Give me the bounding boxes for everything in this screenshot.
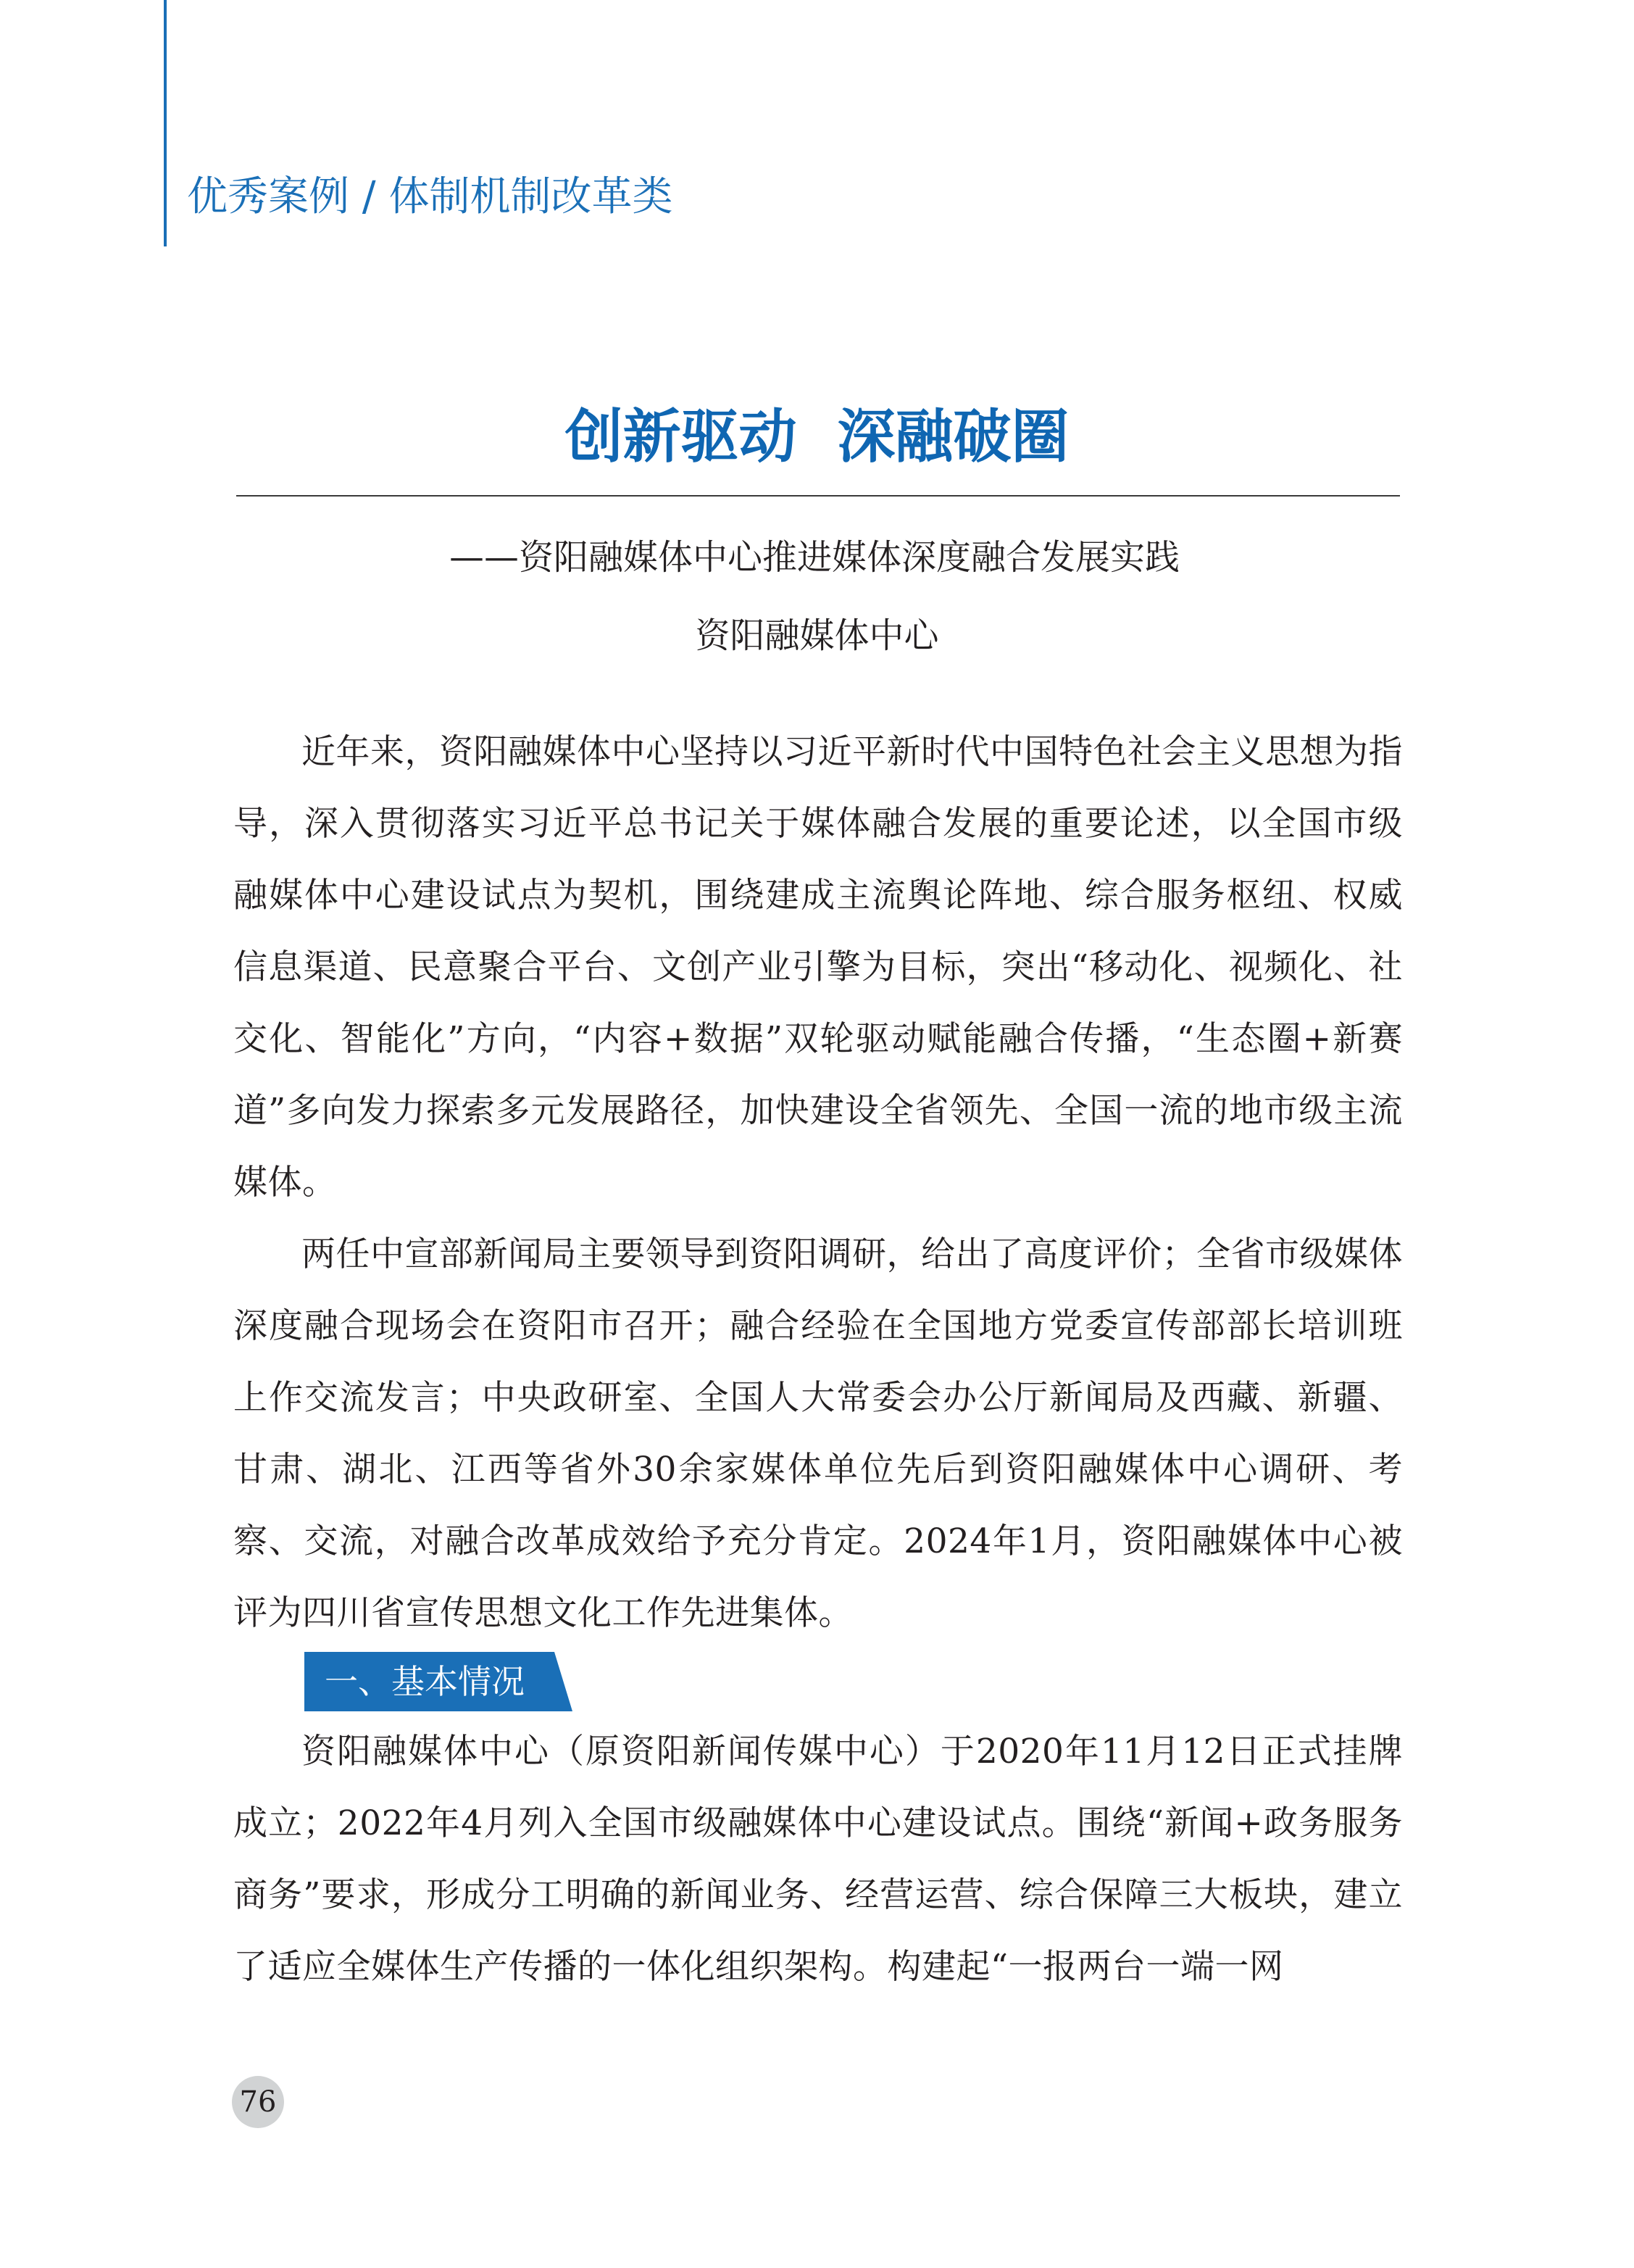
header-side-rule — [164, 0, 167, 246]
body-paragraph-3: 资阳融媒体中心（原资阳新闻传媒中心）于2020年11月12日正式挂牌成立；2022年4月列入全国市级融媒体中心建设试点。围绕“新闻+政务服务商务”要求，形成分工明确的新闻业务、经营运营、综合保障三大板块，建立了适应全媒体生产传播的一体化组织架构。构建起“一报两台一端一网 — [233, 1732, 1403, 1987]
article-body — [233, 716, 1403, 2003]
article-title: 创新驱动 深融破圈 — [564, 403, 1070, 470]
article-subtitle: ——资阳融媒体中心推进媒体深度融合发展实践 — [449, 537, 1180, 578]
section-heading-basic — [304, 1652, 1403, 1711]
article-author: 资阳融媒体中心 — [695, 615, 939, 656]
title-divider — [236, 495, 1400, 497]
section-heading-label: 一、基本情况 — [325, 1662, 525, 1701]
category-label: 优秀案例 / 体制机制改革类 — [187, 173, 673, 220]
page-number: 76 — [232, 2076, 284, 2128]
body-paragraph-1: 近年来，资阳融媒体中心坚持以习近平新时代中国特色社会主义思想为指导，深入贯彻落实习近平总书记关于媒体融合发展的重要论述，以全国市级融媒体中心建设试点为契机，围绕建成主流舆论阵地、综合服务枢纽、权威信息渠道、民意聚合平台、文创产业引擎为目标，突出“移动化、视频化、社交化、智能化”方向，“内容+数据”双轮驱动赋能融合传播，“生态圈+新赛道”多向发力探索多元发展路径，加快建设全省领先、全国一流的地市级主流媒体。 — [233, 732, 1403, 1202]
body-paragraph-2: 两任中宣部新闻局主要领导到资阳调研，给出了高度评价；全省市级媒体深度融合现场会在资阳市召开；融合经验在全国地方党委宣传部部长培训班上作交流发言；中央政研室、全国人大常委会办公厅新闻局及西藏、新疆、甘肃、湖北、江西等省外30余家媒体单位先后到资阳融媒体中心调研、考察、交流，对融合改革成效给予充分肯定。2024年1月，资阳融媒体中心被评为四川省宣传思想文化工作先进集体。 — [233, 1234, 1403, 1633]
